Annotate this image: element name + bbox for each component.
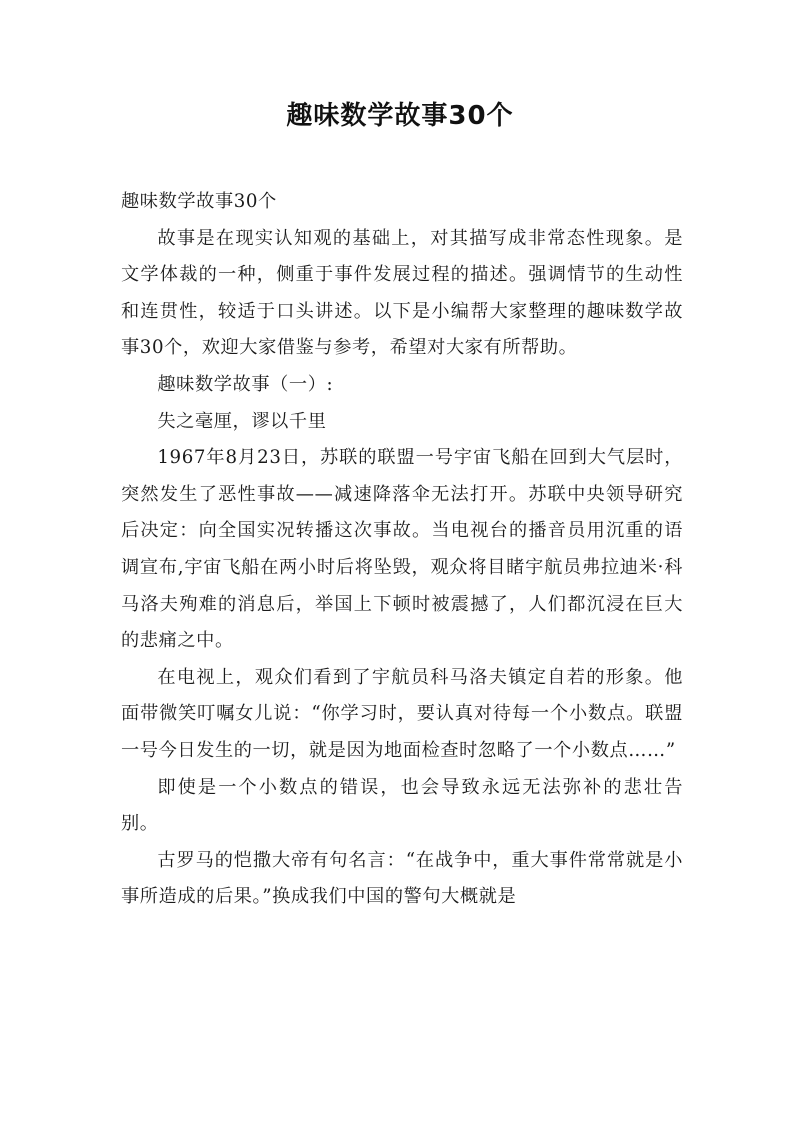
- body-heading: 趣味数学故事30个: [121, 191, 277, 212]
- story-paragraph: 1967年8月23日，苏联的联盟一号宇宙飞船在回到大气层时，突然发生了恶性事故——减速降落伞无法打开。苏联中央领导研究后决定：向全国实况转播这次事故。当电视台的播音员用沉重的语调宣布,宇宙飞船在两小时后将坠毁，观众将目睹宇航员弗拉迪米·科马洛夫殉难的消息后，举国上下顿时被震撼了，人们都沉浸在巨大的悲痛之中。: [121, 447, 683, 652]
- intro-paragraph: 故事是在现实认知观的基础上，对其描写成非常态性现象。是文学体裁的一种，侧重于事件发展过程的描述。强调情节的生动性和连贯性，较适于口头讲述。以下是小编帮大家整理的趣味数学故事30个，欢迎大家借鉴与参考，希望对大家有所帮助。: [121, 227, 683, 359]
- story-subtitle: 失之毫厘，谬以千里: [157, 410, 327, 432]
- story-paragraph: 古罗马的恺撒大帝有句名言：“在战争中，重大事件常常就是小事所造成的后果。”换成我们中国的警句大概就是: [121, 849, 683, 908]
- story-paragraph: 即使是一个小数点的错误，也会导致永远无法弥补的悲壮告别。: [121, 776, 683, 835]
- document-title: 趣味数学故事30个: [286, 101, 514, 131]
- story-paragraph: 在电视上，观众们看到了宇航员科马洛夫镇定自若的形象。他面带微笑叮嘱女儿说：“你学习时，要认真对待每一个小数点。联盟一号今日发生的一切，就是因为地面检查时忽略了一个小数点……”: [121, 666, 683, 761]
- story-heading: 趣味数学故事（一）:: [157, 373, 334, 395]
- document-body: [121, 184, 683, 916]
